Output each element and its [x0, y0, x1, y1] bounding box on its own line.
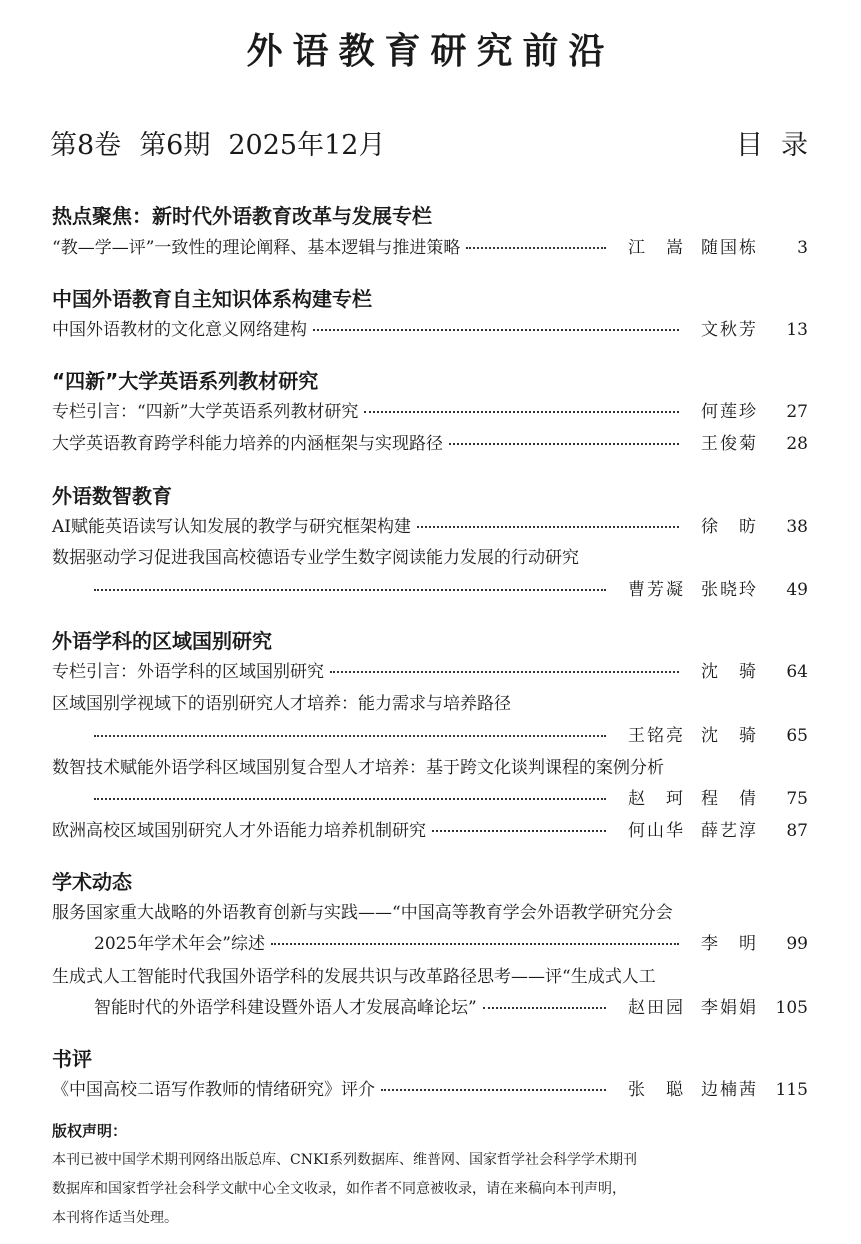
entry-title: 中国外语教材的文化意义网络建构: [52, 320, 307, 340]
leader-dots: [449, 442, 679, 445]
entry-page: 49: [786, 580, 808, 600]
toc-entry[interactable]: [52, 397, 808, 427]
leader-dots: [432, 829, 606, 832]
leader-dots: [94, 797, 606, 800]
journal-title: 外语教育研究前沿: [246, 31, 615, 72]
entry-page: 28: [786, 434, 808, 454]
leader-dots: [94, 588, 606, 591]
toc-entry[interactable]: [52, 657, 808, 687]
section-heading: 外语数智教育: [52, 484, 172, 508]
toc-entry-continuation[interactable]: [94, 929, 808, 959]
entry-authors: 赵 珂 程 倩: [628, 789, 758, 809]
entry-authors: 何莲珍: [701, 402, 758, 422]
section-heading: 外语学科的区域国别研究: [52, 629, 272, 653]
section-heading: 学术动态: [52, 870, 132, 894]
section-heading: 书评: [52, 1047, 92, 1071]
toc-entry[interactable]: [52, 429, 808, 459]
toc-entry-continuation[interactable]: [94, 575, 808, 605]
entry-page: 65: [786, 726, 808, 746]
contents-label: 目录: [736, 130, 826, 161]
entry-title: 大学英语教育跨学科能力培养的内涵框架与实现路径: [52, 434, 443, 454]
entry-page: 13: [786, 320, 808, 340]
entry-authors: 赵田园 李娟娟: [628, 998, 758, 1018]
toc-entry[interactable]: [52, 315, 808, 345]
entry-authors: 沈 骑: [701, 662, 758, 682]
leader-dots: [483, 1006, 606, 1009]
issue-date: 2025年12月: [228, 130, 386, 161]
entry-title: 欧洲高校区域国别研究人才外语能力培养机制研究: [52, 821, 426, 841]
issue-line: [50, 126, 826, 166]
entry-title: AI赋能英语读写认知发展的教学与研究框架构建: [52, 517, 411, 537]
entry-title: 《中国高校二语写作教师的情绪研究》评介: [52, 1080, 375, 1100]
issue-volume: 第8卷: [50, 130, 122, 161]
entry-authors: 张 聪 边楠茜: [628, 1080, 758, 1100]
entry-title-continued: 智能时代的外语学科建设暨外语人才发展高峰论坛”: [94, 998, 477, 1018]
toc-entry[interactable]: [52, 816, 808, 846]
entry-authors: 何山华 薛艺淳: [628, 821, 758, 841]
copyright-line: 本刊已被中国学术期刊网络出版总库、CNKI系列数据库、维普网、国家哲学社会科学学术期刊: [52, 1152, 637, 1168]
copyright-line: 数据库和国家哲学社会科学文献中心全文收录，如作者不同意被收录，请在来稿向本刊声明，: [52, 1181, 626, 1197]
entry-title-continued: 2025年学术年会”综述: [94, 934, 265, 954]
entry-authors: 文秋芳: [701, 320, 758, 340]
issue-info: [50, 126, 403, 166]
entry-authors: 王俊菊: [701, 434, 758, 454]
entry-authors: 江 嵩 随国栋: [628, 238, 758, 258]
toc-entry-continuation[interactable]: [94, 993, 808, 1023]
entry-title[interactable]: 数据驱动学习促进我国高校德语专业学生数字阅读能力发展的行动研究: [52, 548, 579, 568]
section-heading: 热点聚焦：新时代外语教育改革与发展专栏: [52, 204, 432, 228]
entry-page: 27: [786, 402, 808, 422]
entry-page: 99: [786, 934, 808, 954]
section-heading: 中国外语教育自主知识体系构建专栏: [52, 287, 372, 311]
entry-authors: 王铭亮 沈 骑: [628, 726, 758, 746]
toc-entry-continuation[interactable]: [94, 784, 808, 814]
toc-entry[interactable]: [52, 1075, 808, 1105]
entry-title: 专栏引言：外语学科的区域国别研究: [52, 662, 324, 682]
entry-page: 115: [775, 1080, 808, 1100]
entry-title[interactable]: 服务国家重大战略的外语教育创新与实践——“中国高等教育学会外语教学研究分会: [52, 903, 673, 923]
section-heading: “四新”大学英语系列教材研究: [52, 369, 319, 393]
leader-dots: [417, 525, 679, 528]
leader-dots: [381, 1088, 606, 1091]
copyright-line: 本刊将作适当处理。: [52, 1210, 178, 1226]
leader-dots: [94, 734, 606, 737]
copyright-title: 版权声明：: [52, 1122, 128, 1140]
entry-title[interactable]: 数智技术赋能外语学科区域国别复合型人才培养：基于跨文化谈判课程的案例分析: [52, 758, 664, 778]
leader-dots: [313, 328, 679, 331]
entry-authors: 曹芳凝 张晓玲: [628, 580, 758, 600]
leader-dots: [364, 410, 679, 413]
entry-title[interactable]: 区域国别学视域下的语别研究人才培养：能力需求与培养路径: [52, 694, 511, 714]
issue-number: 第6期: [139, 130, 211, 161]
toc-entry-continuation[interactable]: [94, 721, 808, 751]
entry-page: 3: [797, 238, 808, 258]
entry-page: 87: [786, 821, 808, 841]
entry-page: 64: [786, 662, 808, 682]
entry-title: 专栏引言：“四新”大学英语系列教材研究: [52, 402, 359, 422]
leader-dots: [466, 246, 606, 249]
entry-title[interactable]: 生成式人工智能时代我国外语学科的发展共识与改革路径思考——评“生成式人工: [52, 967, 656, 987]
leader-dots: [271, 942, 679, 945]
entry-title: “教—学—评”一致性的理论阐释、基本逻辑与推进策略: [52, 238, 461, 258]
leader-dots: [330, 670, 679, 673]
toc-entry[interactable]: [52, 512, 808, 542]
toc-entry[interactable]: [52, 233, 808, 263]
entry-page: 75: [786, 789, 808, 809]
entry-authors: 李 明: [701, 934, 758, 954]
entry-page: 38: [786, 517, 808, 537]
entry-page: 105: [775, 998, 808, 1018]
entry-authors: 徐 昉: [701, 517, 758, 537]
